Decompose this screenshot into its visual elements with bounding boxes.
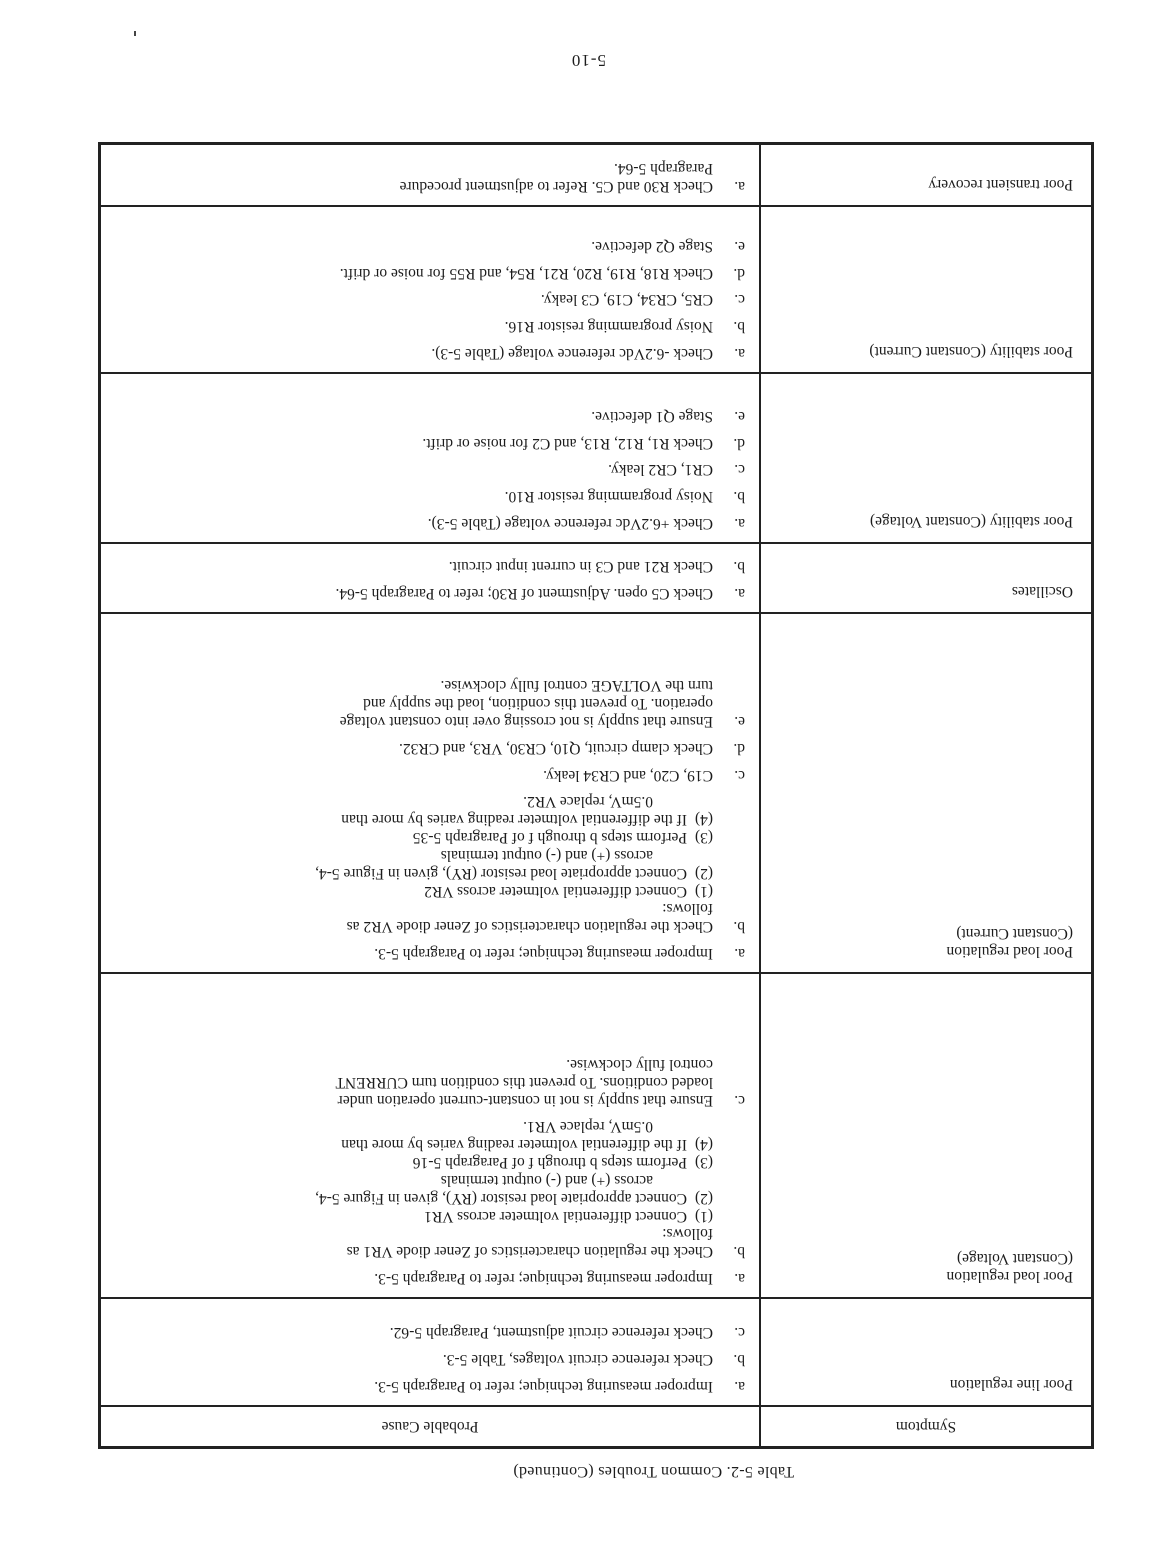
probable-cause-cell: [100, 144, 761, 206]
table-row: [100, 543, 1093, 613]
table-row: [100, 1298, 1093, 1406]
common-troubles-table: [98, 143, 1094, 1450]
cause-item: d. Check R1, R12, R13, and C2 for noise or drift.: [422, 434, 745, 452]
symptom-cell: [760, 144, 1093, 206]
probable-cause-cell: [100, 1298, 761, 1406]
cause-item: e. Stage Q1 defective.: [591, 407, 745, 425]
cause-item: b. Check reference circuit voltages, Table 5-3.: [442, 1351, 745, 1369]
sub-step: (4)If the differential voltmeter reading varies by more than: [341, 811, 713, 829]
table-header-row: [100, 1406, 1093, 1448]
scan-speck: [134, 31, 136, 36]
sub-step: (1)Connect differential voltmeter across VR1: [424, 1207, 713, 1225]
symptom-qualifier: (Constant Current): [956, 925, 1073, 943]
cause-item: c. Ensure that supply is not in constant-current operation under loaded conditions. To prevent this condition turn CURRENT control fully clockwise.: [335, 1056, 745, 1109]
probable-cause-cell: [100, 973, 761, 1298]
sub-step: (1)Connect differential voltmeter across VR2: [424, 882, 713, 900]
symptom-text: Poor line regulation: [949, 1376, 1073, 1393]
probable-cause-cell: [100, 373, 761, 543]
cause-item: e. Stage Q2 defective.: [591, 237, 745, 255]
symptom-text: Poor load regulation: [946, 943, 1073, 960]
symptom-text: Poor stability (Constant Current): [869, 343, 1073, 360]
table-row: [100, 373, 1093, 543]
cause-item: a. Improper measuring technique; refer to Paragraph 5-3.: [374, 1270, 745, 1287]
symptom-cell: [760, 1298, 1093, 1406]
sub-step: (2)Connect appropriate load resistor (RY), given in Figure 5-4,: [315, 864, 713, 882]
cause-item: c. C19, C20, and CR34 leaky.: [543, 766, 745, 784]
cause-item: a. Check +6.2Vdc reference voltage (Table 5-3).: [427, 515, 745, 532]
cause-item: d. Check clamp circuit, Q10, CR30, VR3, and CR32.: [399, 739, 745, 757]
cause-item: a. Check -6.2Vdc reference voltage (Table 5-3).: [431, 345, 745, 362]
sub-step: (4)If the differential voltmeter reading varies by more than: [341, 1136, 713, 1154]
probable-cause-cell: [100, 543, 761, 613]
cause-item: b. Check the regulation characteristics of Zener diode VR2 as follows: (1)Connect differential voltmeter across VR2 (2)Connect appropriate load resistor (RY), given in Figure 5-4, across (+) and (-) output terminals (3)Perform steps b through f of Paragraph 5-35 (4)If the differential voltmeter reading varies by more than 0.5mV, replace VR2.: [111, 793, 745, 936]
symptom-qualifier: (Constant Voltage): [956, 1250, 1073, 1268]
cause-item: c. Check reference circuit adjustment, Paragraph 5-62.: [389, 1324, 745, 1342]
cause-item: a. Improper measuring technique; refer to Paragraph 5-3.: [374, 1378, 745, 1395]
symptom-cell: [760, 613, 1093, 973]
probable-cause-cell: [100, 613, 761, 973]
cause-item: a. Improper measuring technique; refer to Paragraph 5-3.: [374, 945, 745, 962]
sub-step: (3)Perform steps b through f of Paragraph 5-35: [412, 829, 713, 847]
table-row: [100, 973, 1093, 1298]
probable-cause-header: Probable Cause: [100, 1406, 761, 1448]
sub-step: (3)Perform steps b through f of Paragraph 5-16: [412, 1154, 713, 1172]
cause-item: b. Noisy programming resistor R10.: [504, 488, 745, 506]
cause-item: e. Ensure that supply is not crossing over into constant voltage operation. To prevent this condition, load the supply and turn the VOLTAGE control fully clockwise.: [339, 677, 745, 731]
cause-item: d. Check R18, R19, R20, R21, R54, and R55 for noise or drift.: [339, 264, 745, 282]
table-row: [100, 144, 1093, 206]
table-row: [100, 613, 1093, 973]
cause-item: c. CR1, CR2 leaky.: [608, 461, 745, 479]
symptom-cell: [760, 206, 1093, 373]
cause-item: c. CR5, CR34, C19, C3 leaky.: [540, 291, 745, 309]
symptom-text: Oscillates: [1011, 583, 1073, 600]
symptom-cell: [760, 543, 1093, 613]
cause-item: a. Check R30 and C5. Refer to adjustment procedure Paragraph 5-64.: [399, 160, 745, 195]
sub-step: (2)Connect appropriate load resistor (RY), given in Figure 5-4,: [315, 1189, 713, 1207]
cause-item: b. Noisy programming resistor R16.: [504, 318, 745, 336]
probable-cause-cell: [100, 206, 761, 373]
symptom-cell: [760, 973, 1093, 1298]
symptom-text: Poor stability (Constant Voltage): [869, 513, 1073, 530]
symptom-cell: [760, 373, 1093, 543]
table-row: [100, 206, 1093, 373]
table-caption: Table 5-2. Common Troubles (Continued): [513, 1463, 794, 1480]
cause-item: b. Check R21 and C3 in current input circuit.: [448, 558, 745, 576]
symptom-header: Symptom: [760, 1406, 1093, 1448]
page-number: 5-10: [570, 51, 606, 70]
symptom-text: Poor transient recovery: [928, 176, 1073, 193]
cause-item: a. Check C5 open. Adjustment of R30; refer to Paragraph 5-64.: [335, 585, 745, 602]
cause-item: b. Check the regulation characteristics of Zener diode VR1 as follows: (1)Connect differential voltmeter across VR1 (2)Connect appropriate load resistor (RY), given in Figure 5-4, across (+) and (-) output terminals (3)Perform steps b through f of Paragraph 5-16 (4)If the differential voltmeter reading varies by more than 0.5mV, replace VR1.: [111, 1118, 745, 1261]
symptom-text: Poor load regulation: [946, 1268, 1073, 1285]
